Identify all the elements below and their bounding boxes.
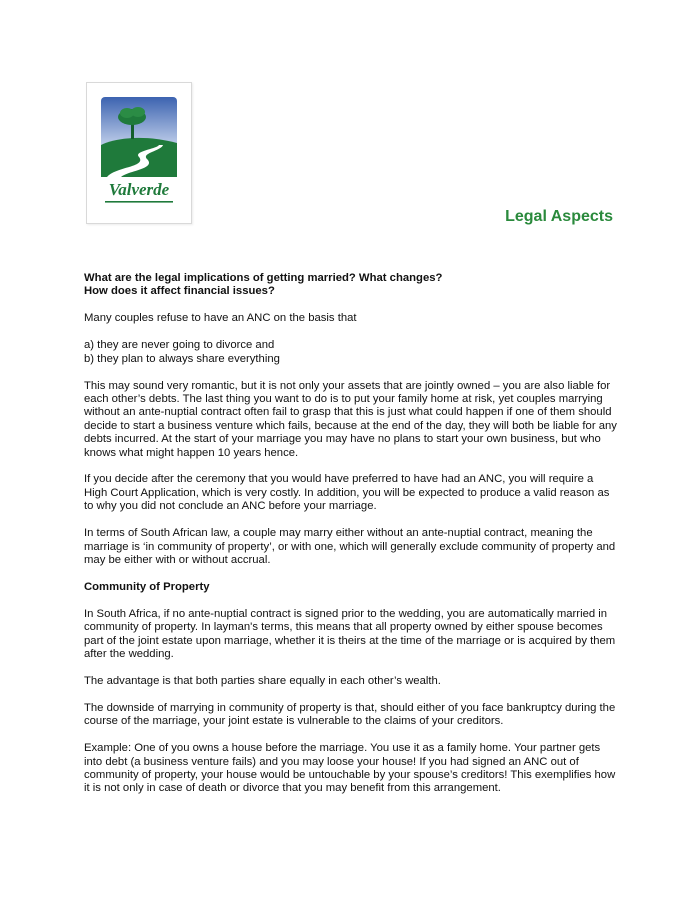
paragraph-advantage: The advantage is that both parties share equally in each other’s wealth. — [84, 674, 441, 687]
paragraph-example: Example: One of you owns a house before the marriage. You use it as a family home. Your partner gets into debt (a business venture fails) and you may loose your house! If you had signed an ANC out of community of property, your house would be untouchable by your spouse’s creditors! This exemplifies how it is not only in case of death or divorce that you may benefit from this arrangement. — [84, 742, 616, 795]
question-line-2: How does it affect financial issues? — [84, 285, 275, 298]
section-heading: Community of Property — [84, 580, 210, 593]
question-line-1: What are the legal implications of getting married? What changes? — [84, 272, 443, 284]
valverde-logo — [86, 82, 192, 224]
document-body — [84, 272, 618, 796]
list-item: b) they plan to always share everything — [84, 352, 280, 365]
tree-road-icon — [87, 83, 191, 223]
paragraph-sa-law: In terms of South African law, a couple may marry either without an ante-nuptial contract, meaning the marriage is ‘in community of property’, or with one, which will generally exclude community of property and may be either with or without accrual. — [84, 527, 616, 566]
page-title: Legal Aspects — [505, 208, 613, 225]
paragraph-liability: This may sound very romantic, but it is not only your assets that are jointly owned – you are also liable for each other’s debts. The last thing you want to do is to put your family home at risk, yet couples marrying without an ante-nuptial contract often fail to grasp that this is just what could happen if one of them should decide to start a business venture which fails, because at the end of the day, they will both be liable for any debts incurred. At the start of your marriage you may have no plans to start your own business, but who knows what might happen 10 years hence. — [84, 379, 617, 459]
list-item: a) they are never going to divorce and — [84, 339, 275, 352]
paragraph-high-court: If you decide after the ceremony that you would have preferred to have had an ANC, you will require a High Court Application, which is very costly. In addition, you will be expected to produce a valid reason as to why you did not conclude an ANC before your marriage. — [84, 473, 610, 513]
paragraph-community-property: In South Africa, if no ante-nuptial contract is signed prior to the wedding, you are automatically married in community of property. In layman's terms, this means that all property owned by either spouse becomes part of the joint estate upon marriage, whether it is theirs at the time of the marriage or is acquired by them after the wedding. — [84, 607, 616, 661]
paragraph-downside: The downside of marrying in community of property is that, should either of you face bankruptcy during the course of the marriage, your joint estate is vulnerable to the claims of your creditors. — [84, 701, 616, 728]
brand-name: Valverde — [108, 180, 170, 199]
intro-paragraph: Many couples refuse to have an ANC on the basis that — [84, 312, 357, 325]
